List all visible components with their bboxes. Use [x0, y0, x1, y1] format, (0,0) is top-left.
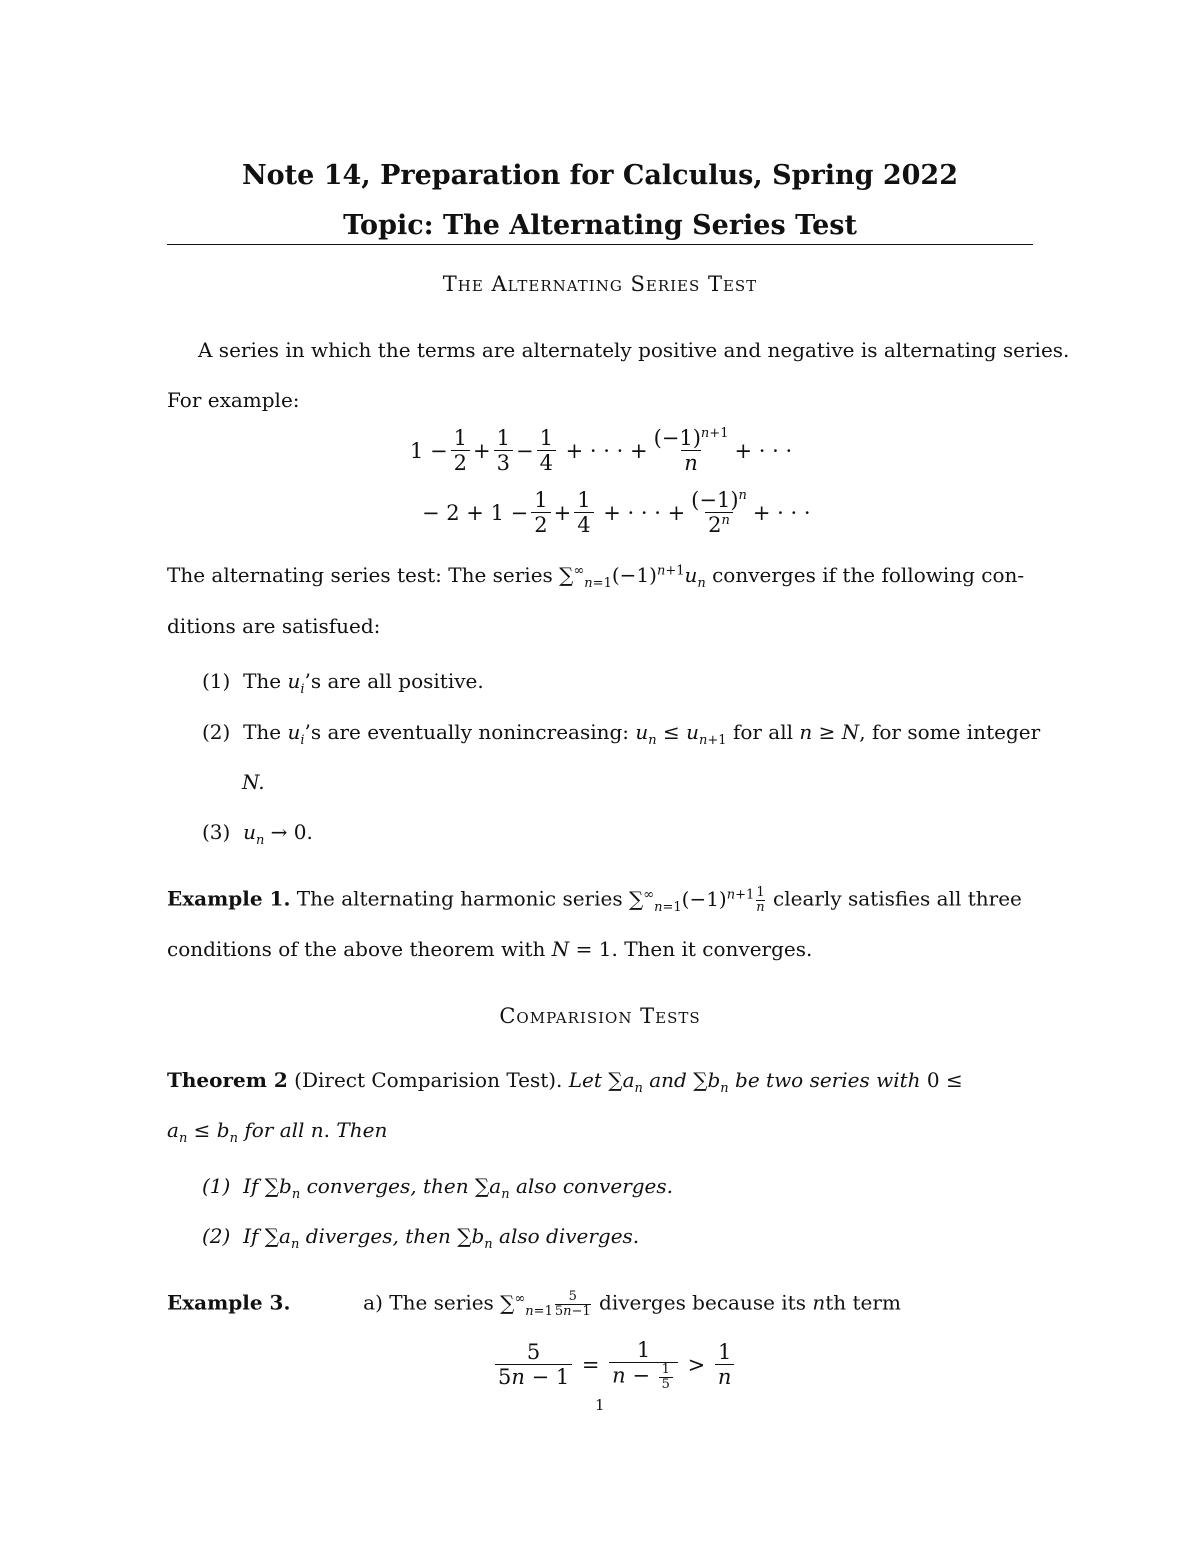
item-1-text-end: also converges. [515, 1174, 674, 1198]
condition-2-continued: N. [242, 770, 265, 794]
example-1-line2: conditions of the above theorem with N = 1. Then it converges. [167, 937, 813, 961]
condition-2-text-mid: ’s are eventually nonincreasing: [304, 720, 630, 744]
example-1-text: The alternating harmonic series [296, 886, 623, 911]
theorem-2-text-let: Let [568, 1068, 602, 1092]
condition-2-text: The [243, 720, 282, 744]
condition-2: (2) The $u_i’s$ are eventually nonincreasing: $u_n \le u_{n+1}$ for all n ≥ N, for some integer [202, 720, 1041, 748]
example-3-text-mid: diverges because its [599, 1290, 806, 1315]
condition-2-for-all: for all [732, 720, 794, 744]
example-1-conditions-text: conditions of the above theorem with [167, 937, 546, 961]
item-2-number: (2) [202, 1224, 231, 1248]
theorem-2-text-and: and [649, 1068, 687, 1092]
example-1-text-end: clearly satisfies all three [773, 886, 1022, 911]
item-1-text-if: If [243, 1174, 259, 1198]
intro-paragraph: A series in which the terms are alternately positive and negative is alternating series. [198, 338, 1070, 362]
theorem-2-text-then: Then [336, 1118, 388, 1142]
theorem-2-label: Theorem 2 [167, 1068, 288, 1092]
condition-3-number: (3) [202, 820, 231, 844]
display-equation-1: 1 − $\frac{1}{2}$ + $\frac{1}{3}$ − $\frac{1}{4}$ + · · · + $\frac{(-1)^{n+1}}{n}$ + · · · [410, 426, 793, 476]
item-1-number: (1) [202, 1174, 231, 1198]
example-1-line1 [167, 886, 1022, 915]
ast-intro-text: The alternating series test: The series [167, 563, 553, 587]
condition-1: (1) The $u_i’s$ are all positive. [202, 669, 484, 697]
theorem-2-item-2: (2) If $\sum a_n$ diverges, then $\sum b_n$ also diverges. [202, 1224, 640, 1252]
section-heading-alternating-series-test: The Alternating Series Test [442, 272, 758, 296]
example-3-label: Example 3. [167, 1290, 291, 1315]
theorem-2-name: (Direct Comparision Test). [294, 1068, 563, 1092]
condition-1-text-end: ’s are all positive. [304, 669, 484, 693]
title-rule [167, 244, 1033, 245]
item-2-text-if: If [243, 1224, 259, 1248]
theorem-2-item-1: (1) If $\sum b_n$ converges, then $\sum a_n$ also converges. [202, 1174, 674, 1202]
condition-1-text: The [243, 669, 282, 693]
ast-intro-continued: converges if the following con- [712, 563, 1025, 587]
theorem-2-text-series: be two series with [735, 1068, 921, 1092]
example-3-line: Example 3. a) The series $\sum^\infty_{n=1}$ $\frac{5}{5n-1}$ diverges because its nth term [167, 1289, 901, 1319]
theorem-2-line1: Theorem 2 (Direct Comparision Test). Let $\sum a_n$ and $\sum b_n$ be two series with 0 ≤ [167, 1068, 963, 1096]
example-1-label: Example 1. [167, 886, 291, 911]
display-equation-2: − 2 + 1 − $\frac{1}{2}$ + $\frac{1}{4}$ + · · · + $\frac{(-1)^n}{2^n}$ + · · · [422, 488, 811, 538]
example-3-text-end: th term [825, 1290, 901, 1315]
theorem-2-text-for-all: for all [244, 1118, 305, 1142]
example-1-conclusion: Then it converges. [624, 937, 813, 961]
example-3-series-formula: $\sum^\infty_{n=1}$ $\frac{5}{5n-1}$ [500, 1289, 591, 1319]
page-number: 1 [595, 1396, 605, 1414]
item-1-text-converges: converges, then [306, 1174, 469, 1198]
ast-statement-line2: ditions are satisfued: [167, 614, 381, 638]
section-heading-comparision-tests: Comparision Tests [499, 1004, 701, 1028]
for-example-label: For example: [167, 388, 300, 412]
document-title: Note 14, Preparation for Calculus, Spring 2022 [241, 160, 959, 191]
display-equation-3: $\frac{5}{5n - 1}$ = 1 n − $\frac{1}{5}$ > $\frac{1}{n}$ [492, 1338, 737, 1391]
ast-statement-line1 [167, 563, 1024, 591]
item-2-text-end: also diverges. [499, 1224, 640, 1248]
condition-3: (3) $u_n \to 0$. [202, 820, 313, 848]
document-topic: Topic: The Alternating Series Test [343, 210, 857, 241]
harmonic-series-formula: $\sum^\infty_{n=1}(-1)^{n+1}$ $\frac{1}{n}$ [628, 885, 765, 915]
theorem-2-line2: $a_n \le b_n$ for all n. Then [167, 1118, 388, 1146]
series-sum-formula: $\sum^\infty_{n=1}(-1)^{n+1}u_n$ [559, 563, 706, 591]
item-2-text-diverges: diverges, then [305, 1224, 451, 1248]
condition-2-text-end: , for some integer [859, 720, 1041, 744]
example-3-text: a) The series [363, 1290, 494, 1315]
condition-1-number: (1) [202, 669, 231, 693]
condition-2-number: (2) [202, 720, 231, 744]
